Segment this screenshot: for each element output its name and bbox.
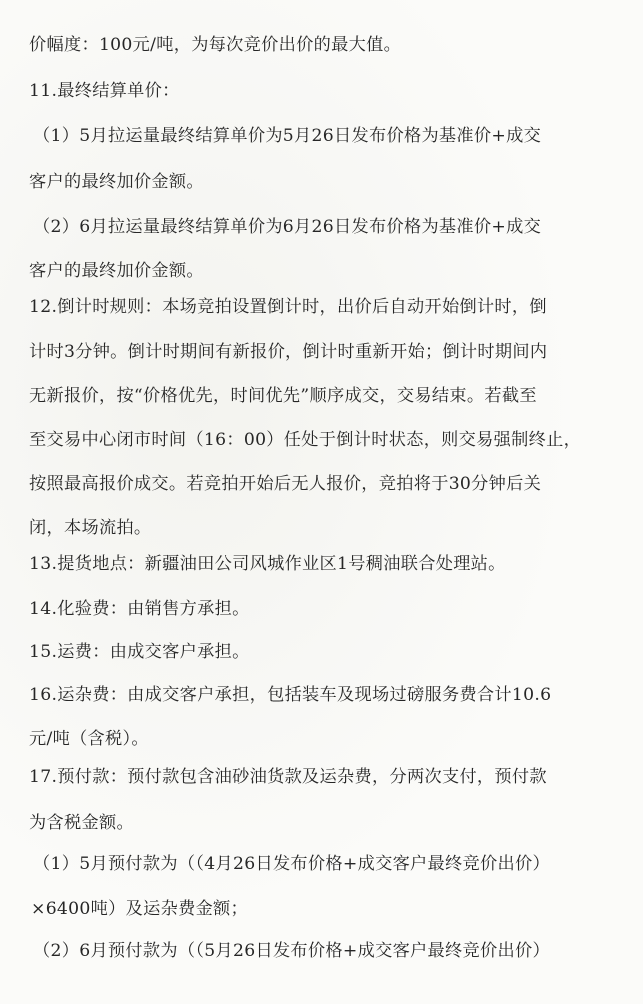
text-line-11: 按照最高报价成交。若竞拍开始后无人报价，竞拍将于30分钟后关 [29, 474, 542, 494]
text-line-21: ×6400吨）及运杂费金额； [31, 899, 249, 919]
text-line-5: （2）6月拉运量最终结算单价为6月26日发布价格为基准价+成交 [33, 217, 542, 237]
text-line-8: 计时3分钟。倒计时期间有新报价，倒计时重新开始；倒计时期间内 [29, 342, 548, 362]
text-line-3: （1）5月拉运量最终结算单价为5月26日发布价格为基准价+成交 [33, 126, 542, 146]
text-line-6: 客户的最终加价金额。 [29, 261, 204, 281]
text-line-9: 无新报价，按“价格优先，时间优先”顺序成交，交易结束。若截至 [29, 386, 537, 406]
text-line-10: 至交易中心闭市时间（16：00）任处于倒计时状态，则交易强制终止， [29, 430, 582, 450]
text-line-17: 元/吨（含税）。 [29, 729, 149, 749]
text-line-20: （1）5月预付款为（（4月26日发布价格+成交客户最终竞价出价） [33, 854, 550, 874]
text-line-12: 闭，本场流拍。 [29, 518, 152, 538]
text-line-19: 为含税金额。 [29, 813, 134, 833]
text-line-4: 客户的最终加价金额。 [29, 172, 204, 192]
text-line-22: （2）6月预付款为（（5月26日发布价格+成交客户最终竞价出价） [33, 941, 550, 961]
text-line-18: 17.预付款：预付款包含油砂油货款及运杂费，分两次支付，预付款 [29, 767, 547, 787]
text-line-15: 15.运费：由成交客户承担。 [29, 642, 250, 662]
text-line-13: 13.提货地点：新疆油田公司风城作业区1号稠油联合处理站。 [29, 554, 506, 574]
text-line-16: 16.运杂费：由成交客户承担，包括装车及现场过磅服务费合计10.6 [29, 685, 552, 705]
text-line-1: 价幅度：100元/吨，为每次竞价出价的最大值。 [29, 35, 402, 55]
text-line-7: 12.倒计时规则：本场竞拍设置倒计时，出价后自动开始倒计时，倒 [29, 297, 547, 317]
text-line-14: 14.化验费：由销售方承担。 [29, 599, 250, 619]
text-line-2: 11.最终结算单价： [29, 81, 180, 101]
